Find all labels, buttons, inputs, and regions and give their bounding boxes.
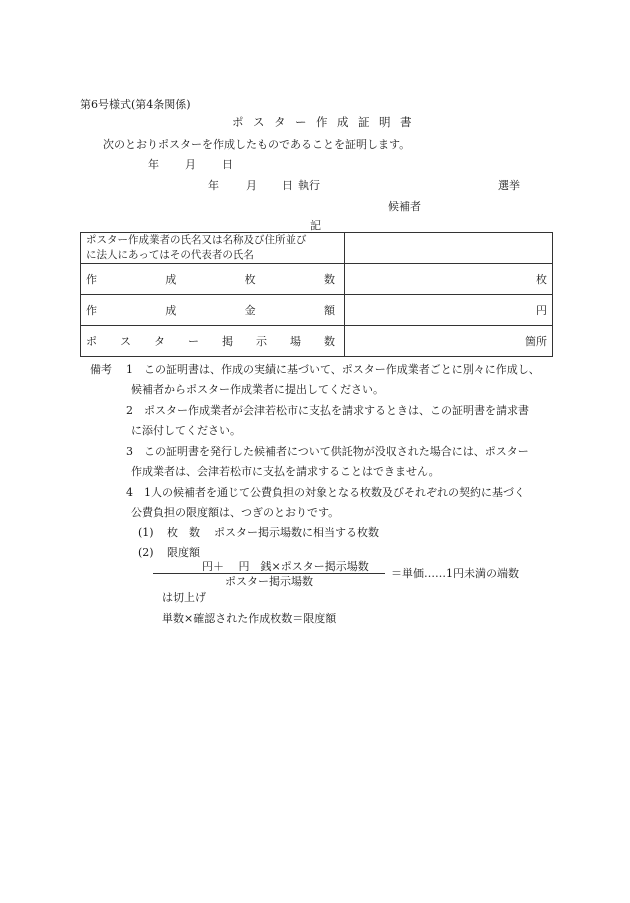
fraction-bar [153, 573, 385, 574]
label-char: 成 [165, 272, 177, 286]
candidate-label: 候補者 [388, 200, 421, 213]
table-row [81, 295, 553, 326]
remark-line: 1人の候補者を通じて公費負担の対象となる枚数及びそれぞれの契約に基づく [144, 486, 525, 499]
table-row [81, 326, 553, 357]
remark-line: に添付してください。 [131, 424, 241, 437]
form-title [232, 117, 421, 129]
election-day-label: 日 [282, 179, 293, 192]
amount-unit-cell: 円 [345, 295, 553, 326]
issue-year-label: 年 [148, 158, 159, 171]
title-char: ポ [232, 115, 253, 129]
formula-final: 単数×確認された作成枚数＝限度額 [162, 612, 337, 625]
label-char: 作 [86, 303, 97, 317]
label-char: 掲 [222, 334, 233, 348]
issue-month-label: 月 [185, 158, 196, 171]
sites-unit-cell: 箇所 [345, 326, 553, 357]
formula-denominator: ポスター掲示場数 [225, 575, 313, 588]
label-char: 示 [256, 334, 267, 348]
sites-label-cell [81, 326, 345, 357]
ki-label: 記 [310, 219, 321, 232]
label-char: ー [188, 334, 199, 348]
quantity-unit-cell: 枚 [345, 264, 553, 295]
table-row [81, 264, 553, 295]
amount-label-cell [81, 295, 345, 326]
form-number: 第6号様式(第4条関係) [80, 98, 191, 111]
remark-number: 2 [126, 404, 133, 417]
formula-numerator: 円＋ 円 銭×ポスター掲示場数 [202, 560, 369, 573]
remark-line: この証明書は、作成の実績に基づいて、ポスター作成業者ごとに別々に作成し、 [144, 363, 540, 376]
sub-item-number: (1) [138, 526, 154, 539]
remark-line: 候補者からポスター作成業者に提出してください。 [131, 383, 384, 396]
contractor-label-cell [81, 233, 345, 264]
label-char: タ [154, 334, 165, 348]
remark-number: 3 [126, 445, 133, 458]
title-char: 証 [358, 115, 379, 129]
remark-number: 1 [126, 363, 133, 376]
title-char: ー [295, 115, 316, 129]
label-char: 額 [323, 303, 335, 317]
formula-result: ＝単価……1円未満の端数 [391, 567, 519, 580]
label-char: 数 [323, 272, 335, 286]
title-char: 書 [400, 115, 421, 129]
label-char: ス [120, 334, 131, 348]
label-char: 数 [324, 334, 335, 348]
title-char: ス [253, 115, 274, 129]
title-char: 明 [379, 115, 400, 129]
table-row [81, 233, 553, 264]
election-month-label: 月 [246, 179, 257, 192]
title-char: 作 [316, 115, 337, 129]
sub-item-number: (2) [138, 546, 154, 559]
sub-item-text: ポスター掲示場数に相当する枚数 [214, 526, 379, 539]
label-char: 成 [165, 303, 177, 317]
certificate-table [80, 232, 553, 357]
intro-text: 次のとおりポスターを作成したものであることを証明します。 [103, 138, 411, 151]
contractor-value-cell [345, 233, 553, 264]
label-char: 枚 [244, 272, 256, 286]
quantity-label-cell [81, 264, 345, 295]
remark-line: 作成業者は、会津若松市に支払を請求することはできません。 [131, 465, 440, 478]
remark-number: 4 [126, 486, 133, 499]
label-char: 場 [290, 334, 301, 348]
election-executed-label: 執行 [298, 179, 320, 192]
election-year-label: 年 [208, 179, 219, 192]
title-char: 成 [337, 115, 358, 129]
formula-continuation: は切上げ [162, 591, 206, 604]
label-char: 金 [244, 303, 256, 317]
label-char: 作 [86, 272, 97, 286]
remark-line: この証明書を発行した候補者について供託物が没収された場合には、ポスター [144, 445, 529, 458]
issue-day-label: 日 [222, 158, 233, 171]
remark-line: 公費負担の限度額は、つぎのとおりです。 [131, 506, 340, 519]
contractor-label-line: ポスター作成業者の氏名又は名称及び住所並び [86, 234, 307, 246]
sub-item-label: 枚 数 [167, 526, 200, 539]
contractor-label-line: に法人にあってはその代表者の氏名 [86, 249, 254, 261]
sub-item-label: 限度額 [167, 546, 200, 559]
election-suffix-label: 選挙 [498, 179, 520, 192]
remarks-label: 備考 [90, 363, 112, 376]
title-char: タ [274, 115, 295, 129]
remark-line: ポスター作成業者が会津若松市に支払を請求するときは、この証明書を請求書 [144, 404, 529, 417]
label-char: ポ [86, 334, 97, 348]
